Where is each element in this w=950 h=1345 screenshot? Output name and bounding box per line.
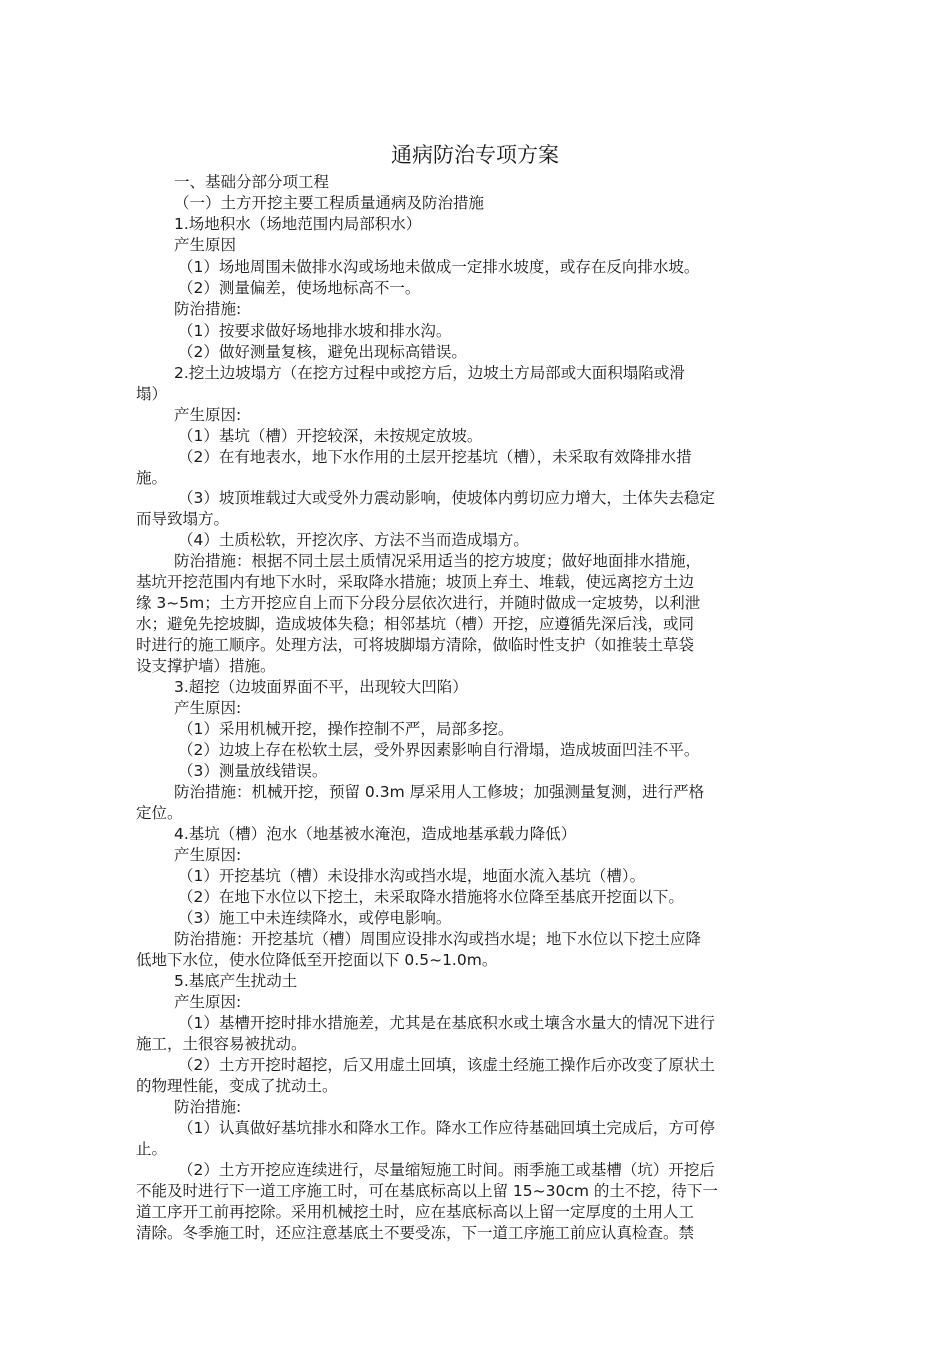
text-line: （3）施工中未连续降水，或停电影响。 xyxy=(178,909,452,927)
measure-heading: 防治措施: xyxy=(174,300,242,318)
item-heading: 1.场地积水（场地范围内局部积水） xyxy=(174,215,422,233)
text-line: 基坑开挖范围内有地下水时，采取降水措施；坡顶上弃土、堆载，使远离挖方土边 xyxy=(136,573,695,591)
text-line: 设支撑护墙）措施。 xyxy=(136,657,276,675)
text-line: 而导致塌方。 xyxy=(136,510,230,528)
document-title: 通病防治专项方案 xyxy=(391,143,559,167)
item-heading: 4.基坑（槽）泡水（地基被水淹泡，造成地基承载力降低） xyxy=(174,825,577,843)
measure-heading: 防治措施: xyxy=(174,1098,242,1116)
section-heading: 一、基础分部分项工程 xyxy=(174,173,330,191)
text-line: （1）基坑（槽）开挖较深，未按规定放坡。 xyxy=(178,427,483,445)
cause-heading: 产生原因 xyxy=(174,236,237,254)
text-line: 防治措施：根据不同土层土质情况采用适当的挖方坡度；做好地面排水措施， xyxy=(174,552,702,570)
text-line: 的物理性能，变成了扰动土。 xyxy=(136,1077,338,1095)
cause-heading: 产生原因: xyxy=(174,699,242,717)
text-line: 道工序开工前再挖除。采用机械挖土时，应在基底标高以上留一定厚度的土用人工 xyxy=(136,1203,695,1221)
text-line: 低地下水位，使水位降低至开挖面以下 0.5~1.0m。 xyxy=(136,951,498,969)
text-line: 塌） xyxy=(136,385,168,403)
text-line: （2）测量偏差，使场地标高不一。 xyxy=(178,279,421,297)
item-heading: 2.挖土边坡塌方（在挖方过程中或挖方后，边坡土方局部或大面积塌陷或滑 xyxy=(174,364,685,382)
text-line: 施工，土很容易被扰动。 xyxy=(136,1035,307,1053)
text-line: （3）坡顶堆载过大或受外力震动影响，使坡体内剪切应力增大，土体失去稳定 xyxy=(178,489,715,507)
item-heading: 5.基底产生扰动土 xyxy=(174,972,298,990)
text-line: （1）采用机械开挖，操作控制不严，局部多挖。 xyxy=(178,720,514,738)
text-line: （2）土方开挖时超挖，后又用虚土回填，该虚土经施工操作后亦改变了原状土 xyxy=(178,1056,715,1074)
text-line: （1）开挖基坑（槽）未设排水沟或挡水堤，地面水流入基坑（槽）。 xyxy=(178,867,646,885)
text-line: 缘 3~5m；土方开挖应自上而下分段分层依次进行，并随时做成一定坡势，以利泄 xyxy=(136,594,701,612)
text-line: （2）土方开挖应连续进行，尽量缩短施工时间。雨季施工或基槽（坑）开挖后 xyxy=(178,1161,715,1179)
text-line: 定位。 xyxy=(136,804,183,822)
text-line: （2）在有地表水，地下水作用的土层开挖基坑（槽），未采取有效降排水措 xyxy=(178,448,692,466)
text-line: （1）按要求做好场地排水坡和排水沟。 xyxy=(178,322,452,340)
cause-heading: 产生原因: xyxy=(174,846,242,864)
text-line: （2）在地下水位以下挖土，未采取降水措施将水位降至基底开挖面以下。 xyxy=(178,888,684,906)
cause-heading: 产生原因: xyxy=(174,993,242,1011)
text-line: 不能及时进行下一道工序施工时，可在基底标高以上留 15~30cm 的土不挖，待下一 xyxy=(136,1182,718,1200)
text-line: 时进行的施工顺序。处理方法，可将坡脚塌方清除，做临时性支护（如推装土草袋 xyxy=(136,636,695,654)
text-line: （1）认真做好基坑排水和降水工作。降水工作应待基础回填土完成后，方可停 xyxy=(178,1119,715,1137)
text-line: 止。 xyxy=(136,1140,168,1158)
text-line: 防治措施：开挖基坑（槽）周围应设排水沟或挡水堤；地下水位以下挖土应降 xyxy=(174,930,702,948)
text-line: （1）场地周围未做排水沟或场地未做成一定排水坡度，或存在反向排水坡。 xyxy=(178,258,700,276)
text-line: （1）基槽开挖时排水措施差，尤其是在基底积水或土壤含水量大的情况下进行 xyxy=(178,1014,715,1032)
text-line: 施。 xyxy=(136,469,168,487)
text-line: （4）土质松软，开挖次序、方法不当而造成塌方。 xyxy=(178,531,529,549)
text-line: 水；避免先挖坡脚，造成坡体失稳；相邻基坑（槽）开挖，应遵循先深后浅，或同 xyxy=(136,615,695,633)
item-heading: 3.超挖（边坡面界面不平，出现较大凹陷） xyxy=(174,678,468,696)
subsection-heading: （一）土方开挖主要工程质量通病及防治措施 xyxy=(174,194,485,212)
text-line: （3）测量放线错误。 xyxy=(178,762,328,780)
text-line: 清除。冬季施工时，还应注意基底土不要受冻，下一道工序施工前应认真检查。禁 xyxy=(136,1224,695,1242)
text-line: 防治措施：机械开挖，预留 0.3m 厚采用人工修坡；加强测量复测，进行严格 xyxy=(174,783,705,801)
cause-heading: 产生原因: xyxy=(174,406,242,424)
text-line: （2）做好测量复核，避免出现标高错误。 xyxy=(178,343,467,361)
text-line: （2）边坡上存在松软土层，受外界因素影响自行滑塌，造成坡面凹洼不平。 xyxy=(178,741,700,759)
